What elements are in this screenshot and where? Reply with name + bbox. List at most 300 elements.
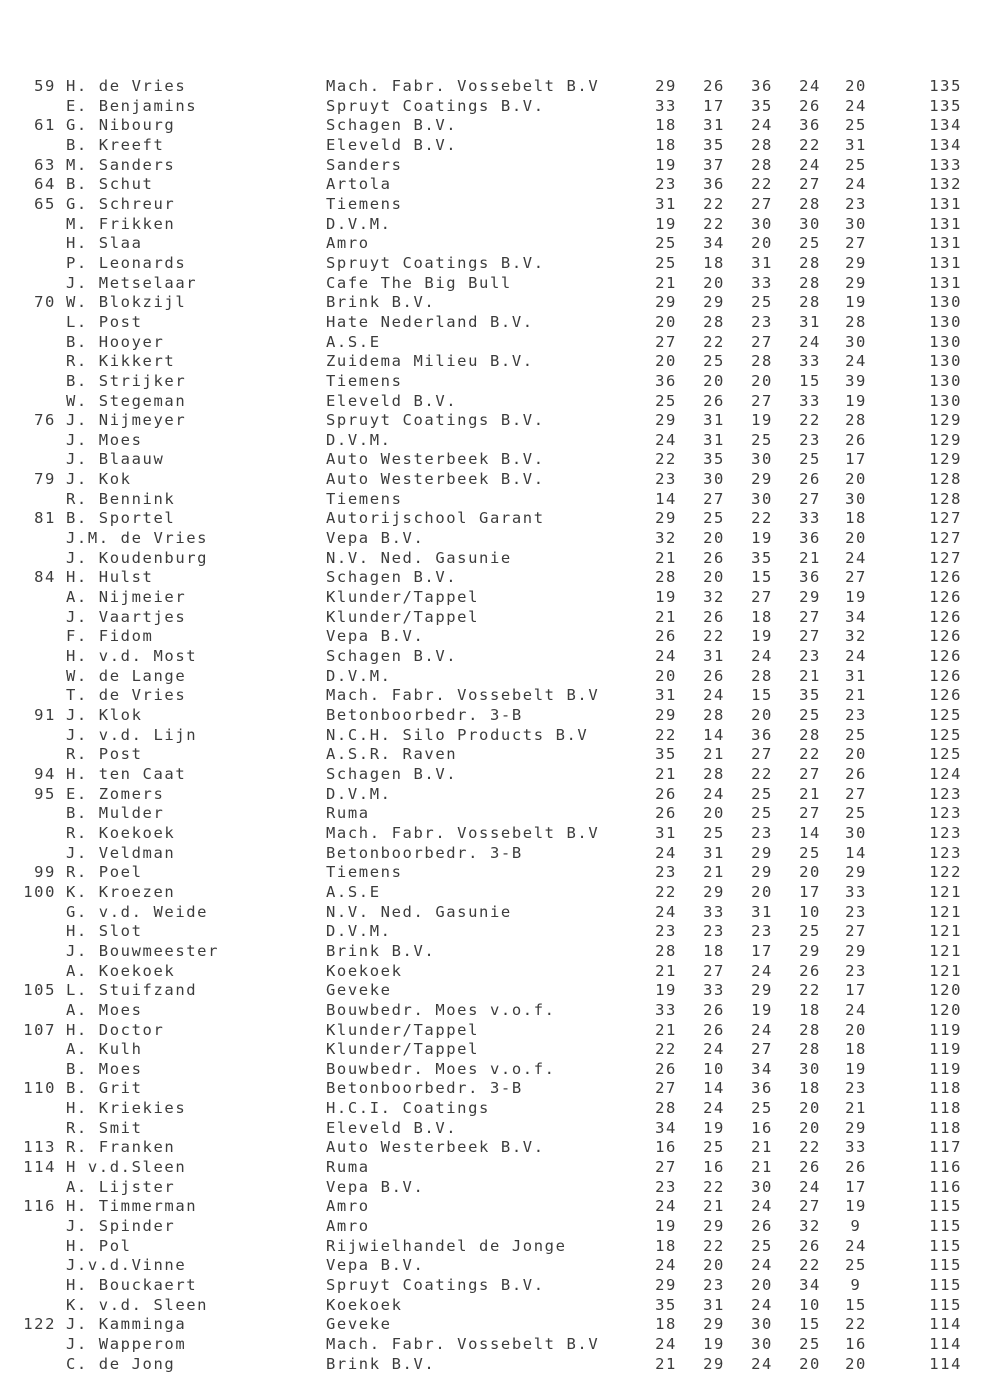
- participant-name: A. Kulh: [66, 1040, 143, 1059]
- total-score: 114: [929, 1335, 962, 1353]
- company-name: Vepa B.V.: [326, 1177, 425, 1196]
- score-round-4: 22: [799, 981, 821, 1000]
- participant-name: B. Grit: [66, 1079, 143, 1098]
- score-round-1: 19: [655, 155, 677, 174]
- total-score: 114: [929, 1354, 962, 1373]
- score-round-5: 31: [845, 135, 867, 154]
- score-round-2: 27: [703, 961, 725, 980]
- company-name: Tiemens: [326, 489, 403, 508]
- total-score: 127: [929, 509, 962, 528]
- score-round-3: 25: [751, 430, 773, 449]
- score-round-2: 33: [703, 902, 725, 921]
- participant-name: B. Mulder: [66, 804, 165, 823]
- score-round-2: 28: [703, 312, 725, 331]
- score-round-5: 26: [845, 1158, 867, 1177]
- score-round-1: 20: [655, 312, 677, 331]
- result-row: [0, 352, 1000, 372]
- score-round-5: 20: [845, 529, 867, 548]
- participant-name: E. Benjamins: [66, 96, 198, 115]
- score-round-5: 30: [845, 489, 867, 508]
- result-row: [0, 274, 1000, 294]
- score-round-3: 25: [751, 804, 773, 823]
- participant-name: E. Zomers: [66, 784, 165, 803]
- score-round-4: 24: [799, 332, 821, 351]
- score-round-3: 24: [751, 647, 773, 666]
- company-name: Eleveld B.V.: [326, 391, 458, 410]
- score-round-1: 31: [655, 686, 677, 705]
- participant-name: J. Metselaar: [66, 273, 198, 292]
- score-round-3: 27: [751, 588, 773, 607]
- score-round-1: 18: [655, 1236, 677, 1255]
- score-round-4: 25: [799, 843, 821, 862]
- company-name: Brink B.V.: [326, 1354, 436, 1373]
- result-row: [0, 175, 1000, 195]
- score-round-2: 26: [703, 548, 725, 567]
- participant-name: J. v.d. Lijn: [66, 725, 198, 744]
- result-row: [0, 431, 1000, 451]
- total-score: 126: [929, 666, 962, 685]
- results-list: [0, 77, 1000, 1374]
- score-round-2: 29: [703, 882, 725, 901]
- result-row: [0, 686, 1000, 706]
- score-round-4: 17: [799, 882, 821, 901]
- score-round-1: 35: [655, 745, 677, 764]
- score-round-3: 24: [751, 116, 773, 135]
- participant-name: A. Koekoek: [66, 961, 176, 980]
- score-round-3: 25: [751, 1236, 773, 1255]
- company-name: Mach. Fabr. Vossebelt B.V: [326, 823, 600, 842]
- company-name: Koekoek: [326, 1295, 403, 1314]
- score-round-1: 26: [655, 804, 677, 823]
- total-score: 123: [929, 784, 962, 803]
- total-score: 126: [929, 627, 962, 646]
- total-score: 131: [929, 253, 962, 272]
- score-round-1: 28: [655, 568, 677, 587]
- score-round-4: 28: [799, 273, 821, 292]
- score-round-1: 19: [655, 214, 677, 233]
- participant-name: B. Schut: [66, 175, 154, 194]
- score-round-1: 33: [655, 96, 677, 115]
- company-name: N.C.H. Silo Products B.V: [326, 725, 589, 744]
- score-round-3: 22: [751, 764, 773, 783]
- company-name: Artola: [326, 175, 392, 194]
- total-score: 126: [929, 647, 962, 666]
- score-round-5: 21: [845, 1099, 867, 1118]
- participant-name: B. Hooyer: [66, 332, 165, 351]
- score-round-5: 24: [845, 175, 867, 194]
- result-row: [0, 745, 1000, 765]
- rank-cell: 76: [34, 411, 56, 430]
- score-round-4: 20: [799, 1099, 821, 1118]
- total-score: 123: [929, 804, 962, 823]
- participant-name: J. Kamminga: [66, 1315, 187, 1334]
- score-round-5: 23: [845, 902, 867, 921]
- result-row: [0, 1355, 1000, 1375]
- participant-name: G. v.d. Weide: [66, 902, 209, 921]
- participant-name: H. Hulst: [66, 568, 154, 587]
- score-round-3: 20: [751, 1276, 773, 1295]
- result-row: [0, 588, 1000, 608]
- score-round-5: 26: [845, 430, 867, 449]
- participant-name: R. Post: [66, 745, 143, 764]
- company-name: Autorijschool Garant: [326, 509, 545, 528]
- result-row: [0, 706, 1000, 726]
- score-round-3: 24: [751, 1295, 773, 1314]
- total-score: 128: [929, 489, 962, 508]
- score-round-2: 20: [703, 273, 725, 292]
- participant-name: H. Kriekies: [66, 1099, 187, 1118]
- score-round-4: 15: [799, 1315, 821, 1334]
- participant-name: A. Moes: [66, 1000, 143, 1019]
- score-round-2: 24: [703, 1040, 725, 1059]
- score-round-1: 28: [655, 941, 677, 960]
- score-round-1: 31: [655, 823, 677, 842]
- result-row: [0, 116, 1000, 136]
- score-round-5: 33: [845, 1138, 867, 1157]
- total-score: 115: [929, 1295, 962, 1314]
- score-round-4: 35: [799, 686, 821, 705]
- company-name: Auto Westerbeek B.V.: [326, 450, 545, 469]
- score-round-2: 21: [703, 745, 725, 764]
- score-round-5: 28: [845, 312, 867, 331]
- rank-cell: 81: [34, 509, 56, 528]
- result-row: [0, 313, 1000, 333]
- company-name: Schagen B.V.: [326, 568, 458, 587]
- score-round-5: 17: [845, 981, 867, 1000]
- score-round-1: 23: [655, 863, 677, 882]
- score-round-4: 30: [799, 214, 821, 233]
- participant-name: C. de Jong: [66, 1354, 176, 1373]
- score-round-4: 25: [799, 922, 821, 941]
- score-round-5: 28: [845, 411, 867, 430]
- score-round-4: 22: [799, 135, 821, 154]
- result-row: [0, 1060, 1000, 1080]
- score-round-5: 9: [850, 1217, 862, 1236]
- score-round-1: 22: [655, 882, 677, 901]
- result-row: [0, 647, 1000, 667]
- score-round-4: 26: [799, 96, 821, 115]
- total-score: 123: [929, 823, 962, 842]
- participant-name: B. Strijker: [66, 371, 187, 390]
- score-round-1: 21: [655, 1354, 677, 1373]
- score-round-2: 31: [703, 1295, 725, 1314]
- result-row: [0, 195, 1000, 215]
- result-row: [0, 608, 1000, 628]
- participant-name: H. Bouckaert: [66, 1276, 198, 1295]
- score-round-3: 29: [751, 470, 773, 489]
- company-name: A.S.E: [326, 332, 381, 351]
- rank-cell: 91: [34, 706, 56, 724]
- score-round-1: 20: [655, 666, 677, 685]
- score-round-1: 14: [655, 489, 677, 508]
- score-round-5: 20: [845, 77, 867, 95]
- result-row: [0, 883, 1000, 903]
- total-score: 135: [929, 96, 962, 115]
- score-round-1: 25: [655, 234, 677, 253]
- total-score: 128: [929, 470, 962, 489]
- result-row: [0, 1001, 1000, 1021]
- score-round-2: 30: [703, 470, 725, 489]
- score-round-2: 22: [703, 332, 725, 351]
- score-round-1: 29: [655, 1276, 677, 1295]
- score-round-4: 34: [799, 1276, 821, 1295]
- total-score: 126: [929, 568, 962, 587]
- score-round-3: 21: [751, 1158, 773, 1177]
- total-score: 116: [929, 1158, 962, 1177]
- result-row: [0, 136, 1000, 156]
- score-round-3: 29: [751, 863, 773, 882]
- total-score: 115: [929, 1236, 962, 1255]
- score-round-5: 27: [845, 234, 867, 253]
- score-round-3: 20: [751, 706, 773, 724]
- company-name: Mach. Fabr. Vossebelt B.V: [326, 1335, 600, 1353]
- participant-name: K. Kroezen: [66, 882, 176, 901]
- company-name: A.S.E: [326, 882, 381, 901]
- company-name: Eleveld B.V.: [326, 135, 458, 154]
- score-round-2: 28: [703, 706, 725, 724]
- score-round-3: 18: [751, 607, 773, 626]
- company-name: D.V.M.: [326, 784, 392, 803]
- result-row: [0, 450, 1000, 470]
- score-round-4: 22: [799, 745, 821, 764]
- result-row: [0, 529, 1000, 549]
- participant-name: R. Smit: [66, 1118, 143, 1137]
- score-round-1: 35: [655, 1295, 677, 1314]
- score-round-1: 26: [655, 1059, 677, 1078]
- score-round-4: 18: [799, 1079, 821, 1098]
- company-name: Ruma: [326, 804, 370, 823]
- participant-name: H. de Vries: [66, 77, 187, 95]
- score-round-4: 21: [799, 784, 821, 803]
- score-round-1: 21: [655, 273, 677, 292]
- score-round-5: 33: [845, 882, 867, 901]
- company-name: Amro: [326, 1197, 370, 1216]
- score-round-5: 23: [845, 961, 867, 980]
- score-round-5: 25: [845, 116, 867, 135]
- company-name: Klunder/Tappel: [326, 1020, 480, 1039]
- total-score: 127: [929, 548, 962, 567]
- company-name: Tiemens: [326, 194, 403, 213]
- score-round-4: 26: [799, 1236, 821, 1255]
- score-round-2: 16: [703, 1158, 725, 1177]
- company-name: Vepa B.V.: [326, 529, 425, 548]
- result-row: [0, 1021, 1000, 1041]
- score-round-1: 16: [655, 1138, 677, 1157]
- total-score: 115: [929, 1276, 962, 1295]
- score-round-5: 29: [845, 941, 867, 960]
- result-row: [0, 981, 1000, 1001]
- score-round-3: 21: [751, 1138, 773, 1157]
- score-round-3: 19: [751, 627, 773, 646]
- score-round-4: 28: [799, 253, 821, 272]
- result-row: [0, 254, 1000, 274]
- rank-cell: 94: [34, 764, 56, 783]
- score-round-2: 33: [703, 981, 725, 1000]
- total-score: 114: [929, 1315, 962, 1334]
- score-round-4: 26: [799, 1158, 821, 1177]
- total-score: 135: [929, 77, 962, 95]
- result-row: [0, 372, 1000, 392]
- score-round-3: 19: [751, 1000, 773, 1019]
- score-round-4: 27: [799, 607, 821, 626]
- result-row: [0, 1099, 1000, 1119]
- result-row: [0, 1040, 1000, 1060]
- result-row: [0, 627, 1000, 647]
- result-row: [0, 942, 1000, 962]
- participant-name: J. Nijmeyer: [66, 411, 187, 430]
- score-round-2: 20: [703, 529, 725, 548]
- score-round-5: 19: [845, 391, 867, 410]
- score-round-1: 21: [655, 1020, 677, 1039]
- score-round-3: 22: [751, 509, 773, 528]
- score-round-3: 23: [751, 922, 773, 941]
- company-name: D.V.M.: [326, 666, 392, 685]
- score-round-5: 24: [845, 352, 867, 371]
- score-round-2: 19: [703, 1335, 725, 1353]
- score-round-4: 22: [799, 1256, 821, 1275]
- result-row: [0, 765, 1000, 785]
- score-round-1: 29: [655, 509, 677, 528]
- score-round-2: 26: [703, 1020, 725, 1039]
- score-round-5: 14: [845, 843, 867, 862]
- score-round-4: 25: [799, 234, 821, 253]
- total-score: 126: [929, 607, 962, 626]
- score-round-4: 18: [799, 1000, 821, 1019]
- score-round-5: 24: [845, 1236, 867, 1255]
- score-round-3: 35: [751, 96, 773, 115]
- result-row: [0, 97, 1000, 117]
- score-round-4: 20: [799, 863, 821, 882]
- participant-name: F. Fidom: [66, 627, 154, 646]
- total-score: 121: [929, 882, 962, 901]
- company-name: Amro: [326, 234, 370, 253]
- company-name: Eleveld B.V.: [326, 1118, 458, 1137]
- participant-name: H. v.d. Most: [66, 647, 198, 666]
- score-round-5: 29: [845, 253, 867, 272]
- score-round-3: 30: [751, 489, 773, 508]
- result-row: [0, 392, 1000, 412]
- company-name: Klunder/Tappel: [326, 1040, 480, 1059]
- participant-name: G. Nibourg: [66, 116, 176, 135]
- total-score: 119: [929, 1040, 962, 1059]
- total-score: 131: [929, 234, 962, 253]
- score-round-1: 25: [655, 391, 677, 410]
- participant-name: J. Blaauw: [66, 450, 165, 469]
- participant-name: R. Kikkert: [66, 352, 176, 371]
- total-score: 121: [929, 941, 962, 960]
- score-round-5: 15: [845, 1295, 867, 1314]
- score-round-3: 30: [751, 214, 773, 233]
- score-round-3: 24: [751, 1354, 773, 1373]
- score-round-3: 16: [751, 1118, 773, 1137]
- participant-name: K. v.d. Sleen: [66, 1295, 209, 1314]
- participant-name: B. Moes: [66, 1059, 143, 1078]
- score-round-1: 34: [655, 1118, 677, 1137]
- company-name: Betonboorbedr. 3-B: [326, 706, 523, 724]
- result-row: [0, 903, 1000, 923]
- participant-name: J.M. de Vries: [66, 529, 209, 548]
- score-round-3: 20: [751, 371, 773, 390]
- score-round-4: 28: [799, 725, 821, 744]
- score-round-3: 20: [751, 882, 773, 901]
- result-row: [0, 1315, 1000, 1335]
- rank-cell: 79: [34, 470, 56, 489]
- score-round-5: 25: [845, 804, 867, 823]
- score-round-2: 25: [703, 1138, 725, 1157]
- rank-cell: 70: [34, 293, 56, 312]
- score-round-1: 18: [655, 135, 677, 154]
- score-round-3: 30: [751, 1177, 773, 1196]
- score-round-4: 36: [799, 116, 821, 135]
- participant-name: H v.d.Sleen: [66, 1158, 187, 1177]
- score-round-5: 23: [845, 194, 867, 213]
- rank-cell: 99: [34, 863, 56, 882]
- score-round-5: 17: [845, 1177, 867, 1196]
- participant-name: H. Timmerman: [66, 1197, 198, 1216]
- result-row: [0, 1256, 1000, 1276]
- participant-name: H. Slot: [66, 922, 143, 941]
- score-round-4: 27: [799, 175, 821, 194]
- score-round-1: 24: [655, 1256, 677, 1275]
- total-score: 131: [929, 194, 962, 213]
- score-round-2: 27: [703, 489, 725, 508]
- total-score: 126: [929, 686, 962, 705]
- total-score: 133: [929, 155, 962, 174]
- result-row: [0, 156, 1000, 176]
- score-round-2: 24: [703, 784, 725, 803]
- total-score: 124: [929, 764, 962, 783]
- participant-name: B. Sportel: [66, 509, 176, 528]
- score-round-4: 26: [799, 961, 821, 980]
- result-row: [0, 667, 1000, 687]
- company-name: Koekoek: [326, 961, 403, 980]
- total-score: 130: [929, 352, 962, 371]
- score-round-3: 24: [751, 1256, 773, 1275]
- result-row: [0, 77, 1000, 97]
- total-score: 120: [929, 981, 962, 1000]
- result-row: [0, 470, 1000, 490]
- total-score: 121: [929, 902, 962, 921]
- score-round-3: 29: [751, 843, 773, 862]
- score-round-4: 28: [799, 1020, 821, 1039]
- company-name: Schagen B.V.: [326, 764, 458, 783]
- rank-cell: 105: [23, 981, 56, 1000]
- participant-name: J. Klok: [66, 706, 143, 724]
- result-row: [0, 1237, 1000, 1257]
- score-round-3: 27: [751, 745, 773, 764]
- score-round-2: 29: [703, 1354, 725, 1373]
- participant-name: R. Poel: [66, 863, 143, 882]
- score-round-5: 23: [845, 1079, 867, 1098]
- total-score: 118: [929, 1099, 962, 1118]
- score-round-2: 26: [703, 607, 725, 626]
- score-round-4: 27: [799, 804, 821, 823]
- result-row: [0, 549, 1000, 569]
- score-round-1: 29: [655, 411, 677, 430]
- score-round-4: 27: [799, 764, 821, 783]
- total-score: 129: [929, 430, 962, 449]
- score-round-5: 25: [845, 1256, 867, 1275]
- result-row: [0, 333, 1000, 353]
- score-round-4: 20: [799, 1354, 821, 1373]
- total-score: 126: [929, 588, 962, 607]
- score-round-4: 21: [799, 666, 821, 685]
- result-row: [0, 863, 1000, 883]
- company-name: Bouwbedr. Moes v.o.f.: [326, 1000, 556, 1019]
- score-round-4: 21: [799, 548, 821, 567]
- result-row: [0, 785, 1000, 805]
- score-round-1: 24: [655, 647, 677, 666]
